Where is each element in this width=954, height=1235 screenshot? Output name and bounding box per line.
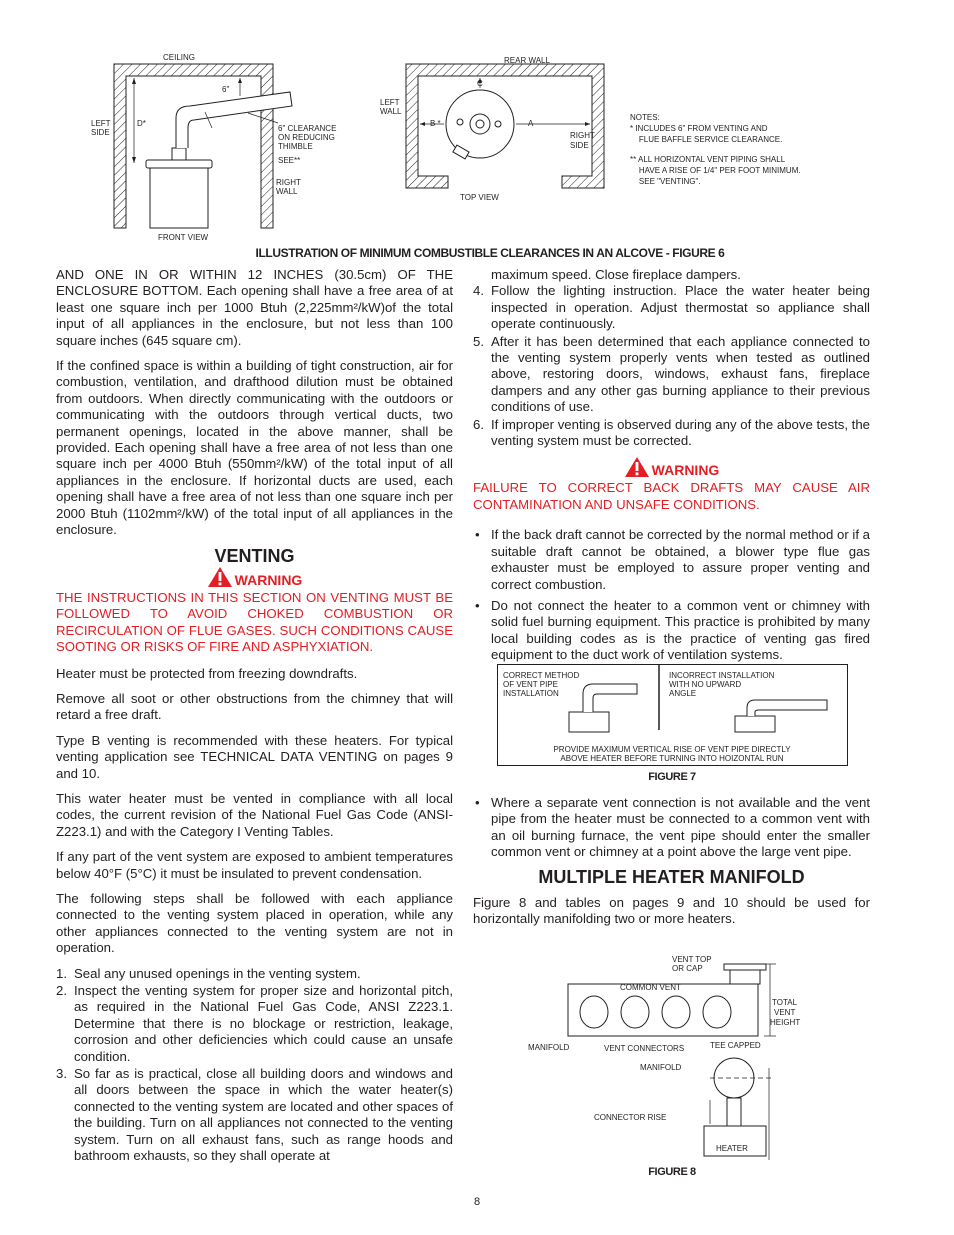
note-line: SEE "VENTING". bbox=[630, 177, 701, 186]
warning-triangle-icon bbox=[207, 566, 233, 588]
correct-label-1: CORRECT METHOD bbox=[503, 671, 580, 680]
c-label: C bbox=[477, 79, 483, 88]
clearance-label-3: THIMBLE bbox=[278, 142, 313, 151]
ceiling-label: CEILING bbox=[163, 53, 196, 62]
paragraph: AND ONE IN OR WITHIN 12 INCHES (30.5cm) OF THE ENCLOSURE BOTTOM. Each opening shall have a free area of at least one square inch per 1000 Btuh (2,225mm²/kW)of the total input of all appliances in the enclosure, but not less than 100 square inches (645 square cm). bbox=[56, 267, 453, 348]
total-height-label-1: TOTAL bbox=[772, 998, 798, 1007]
right-column bbox=[473, 267, 870, 669]
total-height-label-3: HEIGHT bbox=[770, 1018, 801, 1027]
left-column bbox=[56, 267, 453, 1166]
bullet-text: Where a separate vent connection is not available and the vent pipe from the heater must be connected to a common vent with an oil burning furnace, the vent pipe should enter the smaller common vent or chimney at a point above the large vent pipe. bbox=[491, 795, 870, 860]
step-text: Seal any unused openings in the venting system. bbox=[74, 965, 361, 981]
list-item bbox=[56, 1066, 453, 1164]
left-wall-label-2: WALL bbox=[380, 107, 402, 116]
list-item bbox=[56, 983, 453, 1065]
list-item bbox=[473, 795, 870, 861]
paragraph: Remove all soot or other obstructions from the chimney that will retard a free draft. bbox=[56, 690, 453, 723]
correct-label-2: OF VENT PIPE bbox=[503, 680, 558, 689]
list-item bbox=[473, 334, 870, 416]
d-label: D* bbox=[137, 119, 146, 128]
right-wall-label-2: WALL bbox=[276, 187, 298, 196]
note-line: * INCLUDES 6" FROM VENTING AND bbox=[630, 124, 768, 133]
step-text: Follow the lighting instruction. Place the water heater being inspected in operation. Adjust thermostat so appliance shall operate continuously. bbox=[491, 283, 870, 332]
warning-triangle-icon bbox=[624, 456, 650, 478]
step-number: 6. bbox=[473, 416, 484, 432]
incorrect-label-1: INCORRECT INSTALLATION bbox=[669, 671, 775, 680]
paragraph: Heater must be protected from freezing downdrafts. bbox=[56, 665, 358, 681]
note-line: FLUE BAFFLE SERVICE CLEARANCE. bbox=[630, 135, 783, 144]
bullet-icon: • bbox=[475, 795, 480, 810]
list-item bbox=[473, 417, 870, 450]
manifold-label-mid: MANIFOLD bbox=[640, 1063, 682, 1072]
bullet-list bbox=[473, 795, 870, 861]
list-item bbox=[473, 283, 870, 332]
correct-label-3: INSTALLATION bbox=[503, 689, 559, 698]
manifold-label-left: MANIFOLD bbox=[528, 1043, 570, 1052]
figure-7-note-1: PROVIDE MAXIMUM VERTICAL RISE OF VENT PIPE DIRECTLY bbox=[553, 745, 791, 754]
incorrect-label-2: WITH NO UPWARD bbox=[669, 680, 742, 689]
backdraft-warning-text: FAILURE TO CORRECT BACK DRAFTS MAY CAUSE AIR CONTAMINATION AND UNSAFE CONDITIONS. bbox=[473, 480, 870, 512]
bullet-icon: • bbox=[475, 527, 480, 543]
bullet-text: If the back draft cannot be corrected by the normal method or if a suitable draft cannot be obtained, a blower type flue gas exhauster must be employed to assure proper venting and correct combustion. bbox=[491, 527, 870, 592]
step-text: So far as is practical, close all building doors and windows and all doors between the space in which the water heater(s) connected to the venting system are located and other spaces of the building. Turn on all appliances not connected to the venting system. Turn on all exhaust fans, such as range hoods and bathroom exhausts, so they shall operate at bbox=[74, 1066, 453, 1164]
warning-label: WARNING bbox=[234, 571, 303, 588]
paragraph: The following steps shall be followed with each appliance connected to the venting system placed in operation, while any other appliances connected to the venting system are not in operation. bbox=[56, 891, 453, 956]
right-wall-label-1: RIGHT bbox=[276, 178, 301, 187]
front-view bbox=[114, 64, 292, 228]
paragraph: If the confined space is within a building of tight construction, air for combustion, ventilation, and drafthood dilution must be obtained from outdoors. When directly communicating with the outdoors or communicating with the outdoors through vertical ducts, two permanent openings, located in the above manner, shall be provided. Each opening shall have a free area of not less than one square inch per 4000 Btuh (550mm²/kW) of the total input of all appliances in the enclosure. If horizontal ducts are used, each opening shall have a free area of not less than one square inch per 2000 Btuh (1102mm²/kW) of the total input of all appliances in the enclosure. bbox=[56, 358, 453, 538]
figure-7-note-2: ABOVE HEATER BEFORE TURNING INTO HOIZONTAL RUN bbox=[560, 754, 784, 763]
clearance-label-4: SEE** bbox=[278, 156, 301, 165]
clearance-label-2: ON REDUCING bbox=[278, 133, 335, 142]
total-height-label-2: VENT bbox=[774, 1008, 796, 1017]
paragraph: Type B venting is recommended with these heaters. For typical venting application see TECHNICAL DATA VENTING on pages 9 and 10. bbox=[56, 732, 453, 781]
paragraph: Figure 8 and tables on pages 9 and 10 should be used for horizontally manifolding two or more heaters. bbox=[473, 895, 870, 927]
left-side-label-2: SIDE bbox=[91, 128, 110, 137]
manifold-drawing bbox=[568, 964, 776, 1160]
venting-warning-text: THE INSTRUCTIONS IN THIS SECTION ON VENTING MUST BE FOLLOWED TO AVOID CHOKED COMBUSTION OR RECIRCULATION OF FLUE GASES. SUCH CONDITIONS CAUSE SOOTING OR RISKS OF FIRE AND ASPHYXIATION. bbox=[56, 589, 453, 655]
vent-connectors-label: VENT CONNECTORS bbox=[604, 1044, 685, 1053]
step-number: 5. bbox=[473, 333, 484, 349]
manifold-heading: MULTIPLE HEATER MANIFOLD bbox=[538, 866, 805, 887]
bullet-list bbox=[473, 527, 870, 663]
incorrect-label-3: ANGLE bbox=[669, 689, 697, 698]
figure-6-notes bbox=[630, 113, 801, 186]
step-text: Inspect the venting system for proper size and horizontal pitch, as required in the National Fuel Gas Code, ANSI Z223.1. Determine that there is no blockage or restriction, leakage, corrosion and other deficiencies which could cause an unsafe condition. bbox=[74, 983, 453, 1064]
figure-6-diagram bbox=[80, 48, 880, 246]
top-view-title: TOP VIEW bbox=[460, 193, 499, 202]
step-number: 1. bbox=[56, 965, 67, 981]
common-vent-label: COMMON VENT bbox=[620, 983, 681, 992]
step-number: 4. bbox=[473, 283, 484, 299]
a-label: A bbox=[528, 119, 534, 128]
figure-6-caption: ILLUSTRATION OF MINIMUM COMBUSTIBLE CLEARANCES IN AN ALCOVE - FIGURE 6 bbox=[255, 246, 725, 260]
b-label: B * bbox=[430, 119, 441, 128]
bullet-icon: • bbox=[475, 597, 480, 613]
figure-7-diagram bbox=[497, 664, 848, 766]
right-side-label-1: RIGHT bbox=[570, 131, 595, 140]
clearance-label-1: 6" CLEARANCE bbox=[278, 124, 337, 133]
figure-8-diagram bbox=[524, 950, 824, 1165]
list-item bbox=[473, 598, 870, 664]
step-3-continued: maximum speed. Close fireplace dampers. bbox=[491, 267, 741, 282]
rear-wall-label: REAR WALL bbox=[504, 56, 550, 65]
front-view-title: FRONT VIEW bbox=[158, 233, 209, 242]
venting-warning-header bbox=[56, 566, 453, 588]
steps-list-left bbox=[56, 966, 453, 1165]
page-number: 8 bbox=[473, 1196, 481, 1208]
right-side-label-2: SIDE bbox=[570, 141, 589, 150]
step-text: If improper venting is observed during any of the above tests, the venting system must be corrected. bbox=[491, 416, 870, 449]
left-side-label-1: LEFT bbox=[91, 119, 111, 128]
venting-heading: VENTING bbox=[214, 545, 295, 566]
note-line: ** ALL HORIZONTAL VENT PIPING SHALL bbox=[630, 155, 786, 164]
step-text: After it has been determined that each appliance connected to the venting system properly vents when tested as outlined above, restoring doors, windows, exhaust fans, fireplace dampers and any other gas burning appliance to their previous conditions of use. bbox=[491, 333, 870, 415]
figure-7-caption: FIGURE 7 bbox=[648, 771, 696, 783]
backdraft-warning-header bbox=[473, 456, 870, 478]
note-line: NOTES: bbox=[630, 113, 660, 122]
bullet-text: Do not connect the heater to a common vent or chimney with solid fuel burning equipment. This practice is prohibited by many local building codes as is the practice of venting gas fired equipment to the duct work of ventilation systems. bbox=[491, 597, 870, 663]
vent-top-label-1: VENT TOP bbox=[672, 955, 712, 964]
note-line: HAVE A RISE OF 1/4" PER FOOT MINIMUM. bbox=[630, 166, 801, 175]
step-number: 3. bbox=[56, 1066, 67, 1082]
six-inch-label: 6" bbox=[222, 85, 230, 94]
heater-label: HEATER bbox=[716, 1144, 748, 1153]
paragraph: This water heater must be vented in compliance with all local codes, the current revision of the National Fuel Gas Code (ANSI-Z223.1) and with the Category I Venting Tables. bbox=[56, 790, 453, 839]
steps-list-right bbox=[473, 283, 870, 449]
tee-capped-label: TEE CAPPED bbox=[710, 1041, 761, 1050]
connector-rise-label: CONNECTOR RISE bbox=[594, 1113, 667, 1122]
list-item bbox=[473, 527, 870, 593]
warning-label: WARNING bbox=[651, 462, 720, 479]
right-column-lower bbox=[473, 795, 870, 937]
vent-top-label-2: OR CAP bbox=[672, 964, 703, 973]
left-wall-label-1: LEFT bbox=[380, 98, 400, 107]
step-number: 2. bbox=[56, 983, 67, 999]
figure-8-caption: FIGURE 8 bbox=[648, 1166, 696, 1178]
paragraph: If any part of the vent system are exposed to ambient temperatures below 40°F (5°C) it must be insulated to prevent condensation. bbox=[56, 849, 453, 881]
list-item bbox=[56, 966, 453, 982]
